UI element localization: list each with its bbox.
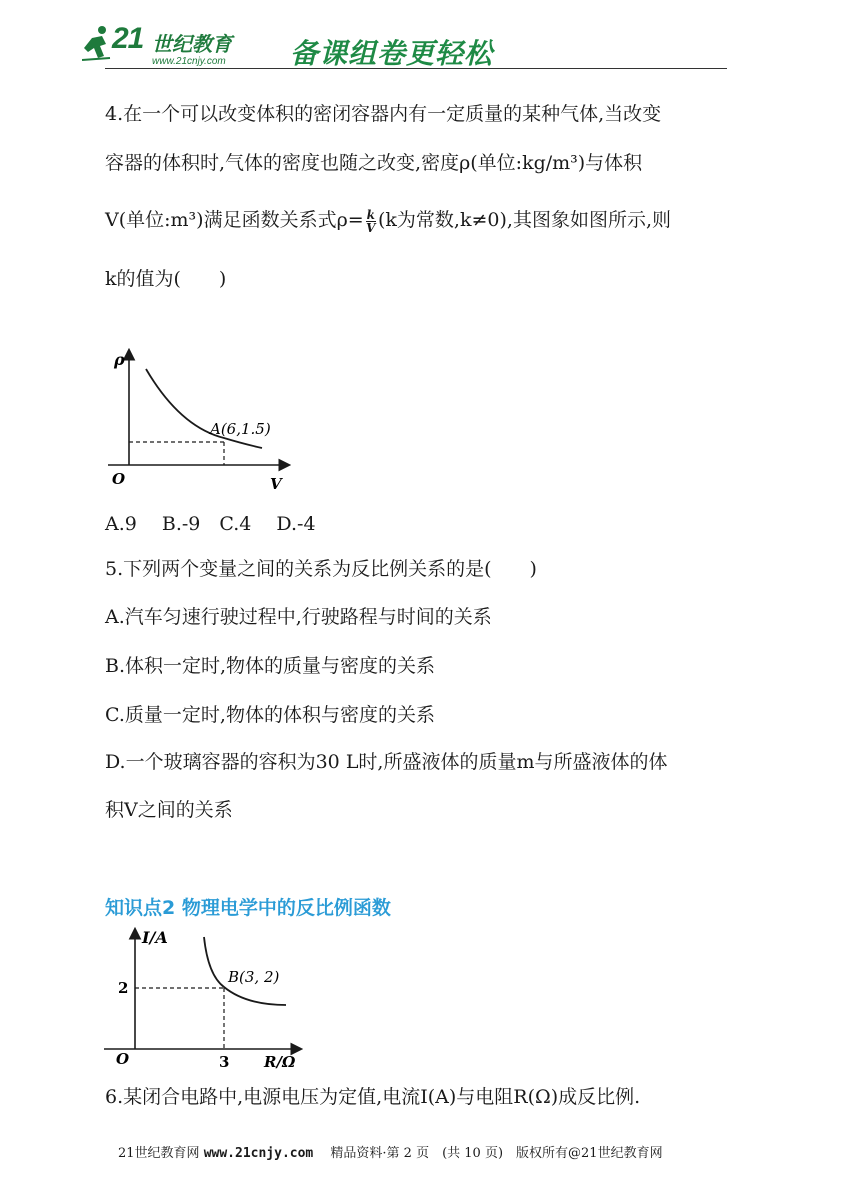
x-tick-label: 3 — [219, 1053, 230, 1071]
x-axis-label: R/Ω — [264, 1053, 296, 1071]
q4-line-1: 4.在一个可以改变体积的密闭容器内有一定质量的某种气体,当改变 — [105, 103, 662, 125]
density-volume-graph — [100, 345, 300, 495]
footer-page-info: 精品资料·第 2 页 (共 10 页) 版权所有@21世纪教育网 — [317, 1146, 663, 1161]
y-axis-label: ρ — [114, 350, 125, 369]
section-title: 知识点2 物理电学中的反比例函数 — [105, 897, 391, 919]
page-footer — [118, 1142, 663, 1161]
q5-option-d-line-2: 积V之间的关系 — [105, 799, 233, 821]
header-divider — [105, 68, 727, 69]
q5-option-c: C.质量一定时,物体的体积与密度的关系 — [105, 704, 435, 726]
y-axis-label: I/A — [142, 928, 168, 947]
fraction-denominator: V — [366, 220, 376, 235]
logo-text: 世纪教育 — [152, 32, 232, 56]
origin-label: O — [112, 470, 126, 488]
y-tick-label: 2 — [118, 979, 129, 997]
runner-logo-icon — [82, 24, 112, 64]
point-b-label: B(3, 2) — [228, 968, 280, 986]
q4-line-3-post: (k为常数,k≠0),其图象如图所示,则 — [378, 209, 671, 231]
fraction-numerator: k — [366, 207, 375, 222]
x-axis-label: V — [270, 475, 282, 493]
q5-option-d-line-1: D.一个玻璃容器的容积为30 L时,所盛液体的质量m与所盛液体的体 — [105, 751, 668, 773]
point-a-label: A(6,1.5) — [210, 420, 271, 438]
q4-line-3 — [105, 208, 671, 234]
footer-site-name: 21世纪教育网 — [118, 1146, 200, 1161]
q4-line-3-pre: V(单位:m³)满足函数关系式ρ= — [105, 209, 364, 231]
current-resistance-graph — [100, 925, 310, 1073]
footer-url[interactable]: www.21cnjy.com — [203, 1146, 314, 1161]
q5-stem: 5.下列两个变量之间的关系为反比例关系的是( ) — [105, 558, 537, 580]
logo-url: www.21cnjy.com — [152, 56, 226, 67]
header-slogan: 备课组卷更轻松 — [290, 37, 494, 70]
q5-option-a: A.汽车匀速行驶过程中,行驶路程与时间的关系 — [105, 606, 492, 628]
origin-label: O — [116, 1050, 130, 1068]
q4-line-2: 容器的体积时,气体的密度也随之改变,密度ρ(单位:kg/m³)与体积 — [105, 152, 643, 174]
q5-option-b: B.体积一定时,物体的质量与密度的关系 — [105, 655, 436, 677]
q6-line-1: 6.某闭合电路中,电源电压为定值,电流I(A)与电阻R(Ω)成反比例. — [105, 1086, 641, 1108]
q4-line-4: k的值为( ) — [105, 268, 227, 290]
formula-fraction — [366, 209, 376, 234]
q4-options: A.9 B.-9 C.4 D.-4 — [105, 513, 316, 535]
logo-number: 21 — [112, 22, 144, 55]
